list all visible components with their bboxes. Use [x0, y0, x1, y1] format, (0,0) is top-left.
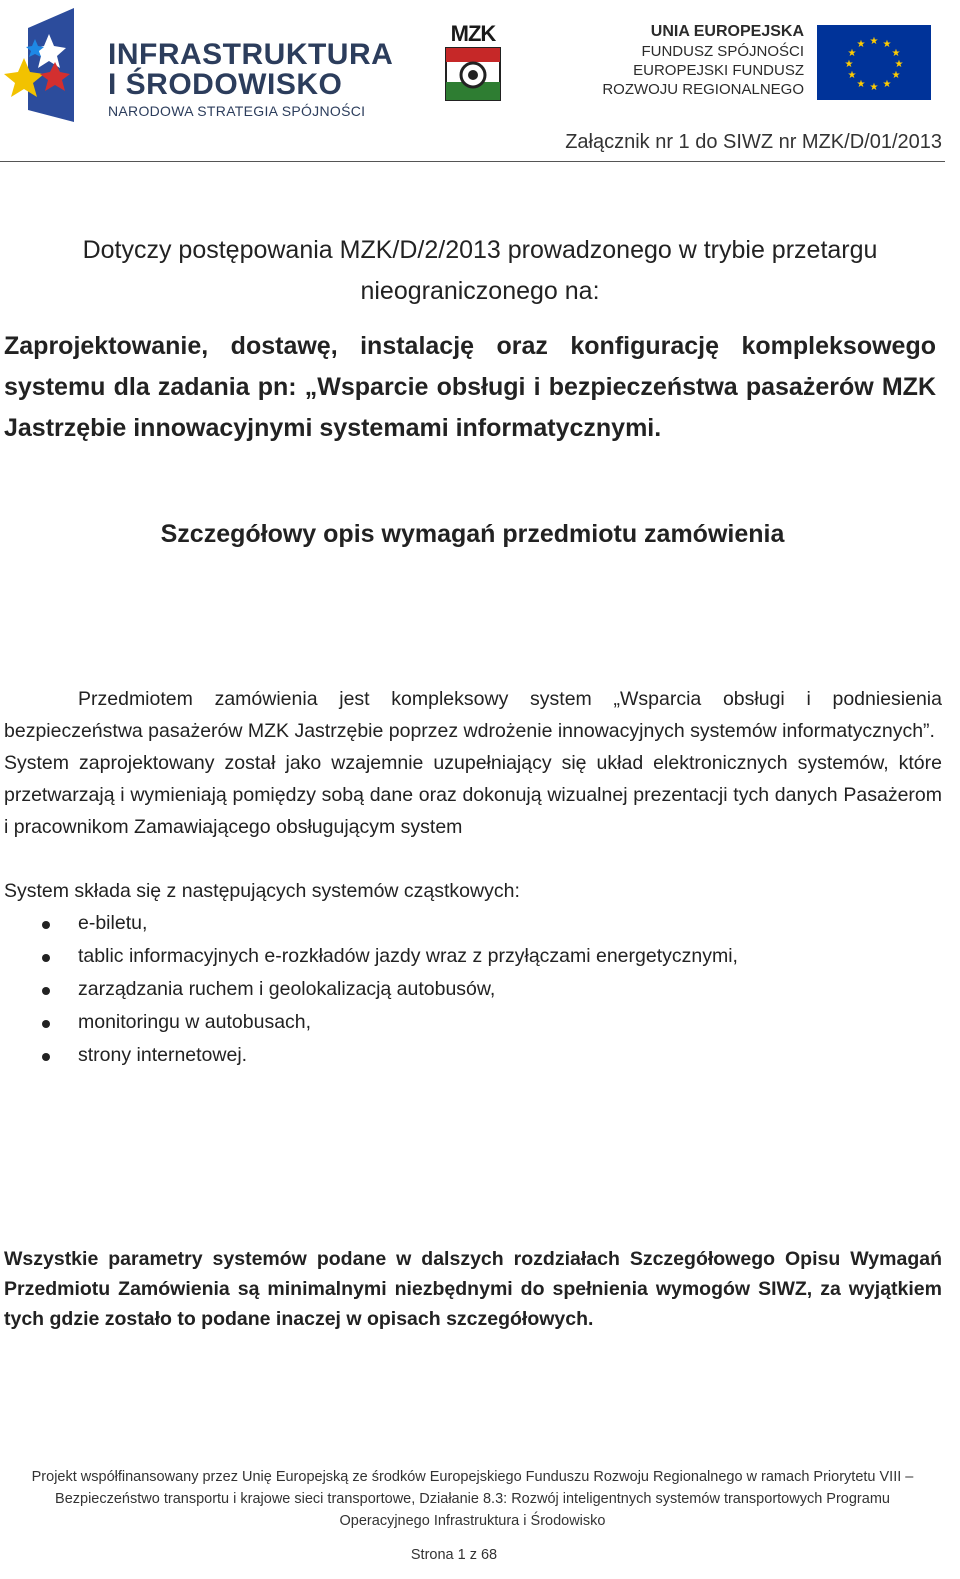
- subsystem-list: [4, 907, 942, 1072]
- svg-text:★: ★: [856, 39, 866, 50]
- eu-funds-label: [602, 22, 804, 99]
- bullet-icon: [42, 921, 50, 929]
- infrastruktura-logo: [4, 6, 394, 126]
- svg-text:★: ★: [891, 70, 901, 81]
- logo-title-line1: INFRASTRUKTURA: [108, 38, 394, 71]
- svg-text:★: ★: [847, 48, 857, 59]
- list-item: [4, 907, 942, 940]
- svg-text:★: ★: [844, 59, 854, 70]
- page-header: [0, 0, 960, 165]
- list-item-text: monitoringu w autobusach,: [78, 1011, 312, 1033]
- subject-line1: Dotyczy postępowania MZK/D/2/2013 prowadzonego w trybie przetargu: [82, 236, 878, 264]
- mzk-logo: [444, 22, 502, 102]
- list-item: [4, 1006, 942, 1039]
- logo-title-line2: I ŚRODOWISKO: [108, 68, 343, 101]
- paragraph-subject: Przedmiotem zamówienia jest kompleksowy system „Wsparcia obsługi i podniesienia bezpieczeństwa pasażerów MZK Jastrzębie poprzez wdrożenie innowacyjnych systemów informatycznych”.: [4, 688, 942, 742]
- paragraph-system: System zaprojektowany został jako wzajemnie uzupełniający się układ elektronicznych systemów, które przetwarzają i wymieniają pomiędzy sobą dane oraz dokonują wizualnej prezentacji tych danych Pasażerom i pracownikom Zamawiającego obsługującym system: [4, 752, 942, 838]
- footer-line2: Bezpieczeństwo transportu i krajowe sieci transportowe, Działanie 8.3: Rozwój inteligentnych systemów transportowych Programu: [55, 1491, 890, 1507]
- svg-text:★: ★: [856, 79, 866, 90]
- bullet-icon: [42, 954, 50, 962]
- footer-line3: Operacyjnego Infrastruktura i Środowisko: [339, 1513, 606, 1529]
- bullet-icon: [42, 987, 50, 995]
- svg-text:★: ★: [847, 70, 857, 81]
- svg-text:★: ★: [869, 82, 879, 93]
- procedure-subject: [0, 230, 960, 312]
- eu-flag-icon: [817, 25, 931, 100]
- spacer: [4, 843, 942, 875]
- contract-title: Zaprojektowanie, dostawę, instalację oraz konfigurację kompleksowego systemu dla zadania pn: „Wsparcie obsługi i bezpieczeństwa pasażerów MZK Jastrzębie innowacyjnymi systemami informatycznymi.: [4, 332, 936, 442]
- mzk-logo-text: MZK: [450, 21, 496, 46]
- svg-text:★: ★: [882, 39, 892, 50]
- svg-text:★: ★: [891, 48, 901, 59]
- page-footer: [0, 1466, 945, 1532]
- list-item: [4, 1039, 942, 1072]
- eu-label-line3: EUROPEJSKI FUNDUSZ: [633, 62, 804, 79]
- star-emblem-icon: [4, 6, 84, 126]
- footer-line1: Projekt współfinansowany przez Unię Europejską ze środków Europejskiego Funduszu Rozwoju Regionalnego w ramach Priorytetu VIII –: [31, 1469, 914, 1485]
- eu-label-line4: ROZWOJU REGIONALNEGO: [602, 81, 804, 98]
- parameters-note: Wszystkie parametry systemów podane w dalszych rozdziałach Szczegółowego Opisu Wymagań Przedmiotu Zamówienia są minimalnymi niezbędnymi do spełnienia wymogów SIWZ, za wyjątkiem tych gdzie zostało to podane inaczej w opisach szczegółowych.: [4, 1248, 942, 1330]
- list-item-text: tablic informacyjnych e-rozkładów jazdy wraz z przyłączami energetycznymi,: [78, 945, 738, 967]
- bus-wheel-icon: [444, 46, 502, 102]
- list-item-text: zarządzania ruchem i geolokalizacją autobusów,: [78, 978, 496, 1000]
- description-body: [4, 683, 942, 1072]
- list-item-text: e-biletu,: [78, 912, 148, 934]
- svg-text:★: ★: [869, 36, 879, 47]
- list-intro: System składa się z następujących systemów cząstkowych:: [4, 880, 520, 902]
- svg-text:★: ★: [894, 59, 904, 70]
- section-heading: Szczegółowy opis wymagań przedmiotu zamówienia: [160, 520, 785, 548]
- list-item: [4, 973, 942, 1006]
- header-divider: [0, 161, 945, 162]
- list-item: [4, 940, 942, 973]
- bullet-icon: [42, 1020, 50, 1028]
- svg-text:★: ★: [882, 79, 892, 90]
- eu-label-line1: UNIA EUROPEJSKA: [650, 23, 804, 40]
- eu-label-line2: FUNDUSZ SPÓJNOŚCI: [641, 43, 804, 60]
- logo-subtitle: NARODOWA STRATEGIA SPÓJNOŚCI: [108, 103, 366, 119]
- annex-reference: Załącznik nr 1 do SIWZ nr MZK/D/01/2013: [565, 131, 942, 153]
- list-item-text: strony internetowej.: [78, 1044, 248, 1066]
- bullet-icon: [42, 1053, 50, 1061]
- subject-line2: nieograniczonego na:: [360, 277, 600, 305]
- page-number: Strona 1 z 68: [410, 1547, 498, 1563]
